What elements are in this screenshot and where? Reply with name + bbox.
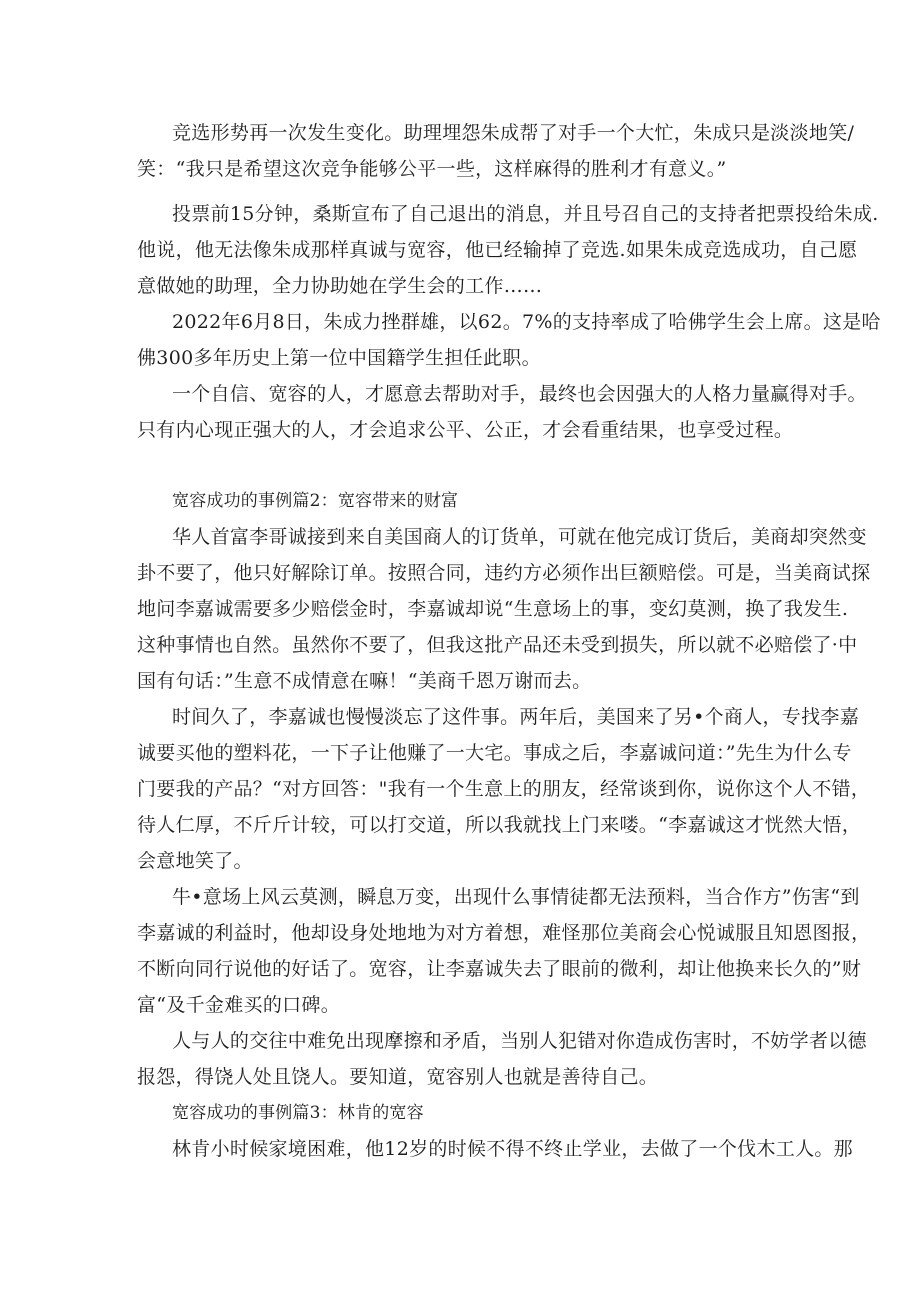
text-line: 国有句话：”生意不成情意在嘛！“美商千恩万谢而去。 [137,670,592,692]
text-line: 笑：“我只是希望这次竞争能够公平一些，这样麻得的胜利才有意义。” [137,158,727,180]
text-line: 2022年6月8日，朱成力挫群雄，以62。7%的支持率成了哈佛学生会上席。这是哈 [172,311,881,333]
text-line: 报怨，得饶人处且饶人。要知道，宽容别人也就是善待自己。 [137,1066,659,1088]
text-line: 富“及千金难买的口碑。 [137,994,341,1016]
section-heading-text: 宽容成功的事例篇3：林肯的宽容 [172,1103,424,1123]
text-line: 时间久了，李嘉诚也慢慢淡忘了这件事。两年后，美国来了另•个商人，专找李嘉 [172,706,860,728]
text-line: 不断向同行说他的好话了。宽容，让李嘉诚失去了眼前的微利，却让他换来长久的”财 [137,958,862,980]
text-line: 门要我的产品？“对方回答："我有一个生意上的朋友，经常谈到你，说你这个人不错， [137,778,871,800]
text-line: 会意地笑了。 [137,850,253,872]
text-line: 卦不要了，他只好解除订单。按照合同，违约方必须作出巨额赔偿。可是，当美商试探 [137,562,871,584]
text-line: 诚要买他的塑料花，一下子让他赚了一大宅。事成之后，李嘉诚问道：”先生为什么专 [137,742,852,764]
text-line: 一个自信、宽容的人，才愿意去帮助对手，最终也会因强大的人格力量赢得对手。 [172,383,867,405]
text-line: 佛300多年历史上第一位中国籍学生担任此职。 [137,347,541,369]
text-line: 地问李嘉诚需要多少赔偿金时，李嘉诚却说“生意场上的事，变幻莫测，换了我发生. [137,598,849,620]
section-heading-text: 宽容成功的事例篇2：宽容带来的财富 [172,491,459,511]
text-line: 牛•意场上风云莫测，瞬息万变，出现什么事情徒都无法预料，当合作方”伤害“到 [172,886,860,908]
text-line: 华人首富李哥诚接到来自美国商人的订货单，可就在他完成订货后，美商却突然变 [172,526,867,548]
text-line: 人与人的交往中难免出现摩擦和矛盾，当别人犯错对你造成伤害时，不妨学者以德 [172,1030,867,1052]
text-line: 投票前15分钟，桑斯宣布了自己退出的消息，并且号召自己的支持者把票投给朱成. [172,203,879,225]
text-line: 李嘉诚的利益时，他却设身处地地为对方着想，难怪那位美商会心悦诚服且知恩图报， [137,922,871,944]
text-line: 待人仁厚，不斤斤计较，可以打交道，所以我就找上门来喽。“李嘉诚这才恍然大悟， [137,814,862,836]
text-line: 这种事情也自然。虽然你不要了，但我这批产品还未受到损失，所以就不必赔偿了·中 [137,634,858,656]
text-line: 只有内心现正强大的人，才会追求公平、公正，才会看重结果，也享受过程。 [137,419,794,441]
text-line: 他说，他无法像朱成那样真诚与宽容，他已经输掉了竞选.如果朱成竞选成功，自己愿 [137,239,858,261]
text-line: 竞选形势再一次发生变化。助理埋怨朱成帮了对手一个大忙，朱成只是淡淡地笑/ [172,122,855,144]
text-line: 林肯小时候家境困难，他12岁的时候不得不终止学业，去做了一个伐木工人。那 [172,1138,853,1160]
text-line: 意做她的助理，全力协助她在学生会的工作…… [137,275,543,297]
